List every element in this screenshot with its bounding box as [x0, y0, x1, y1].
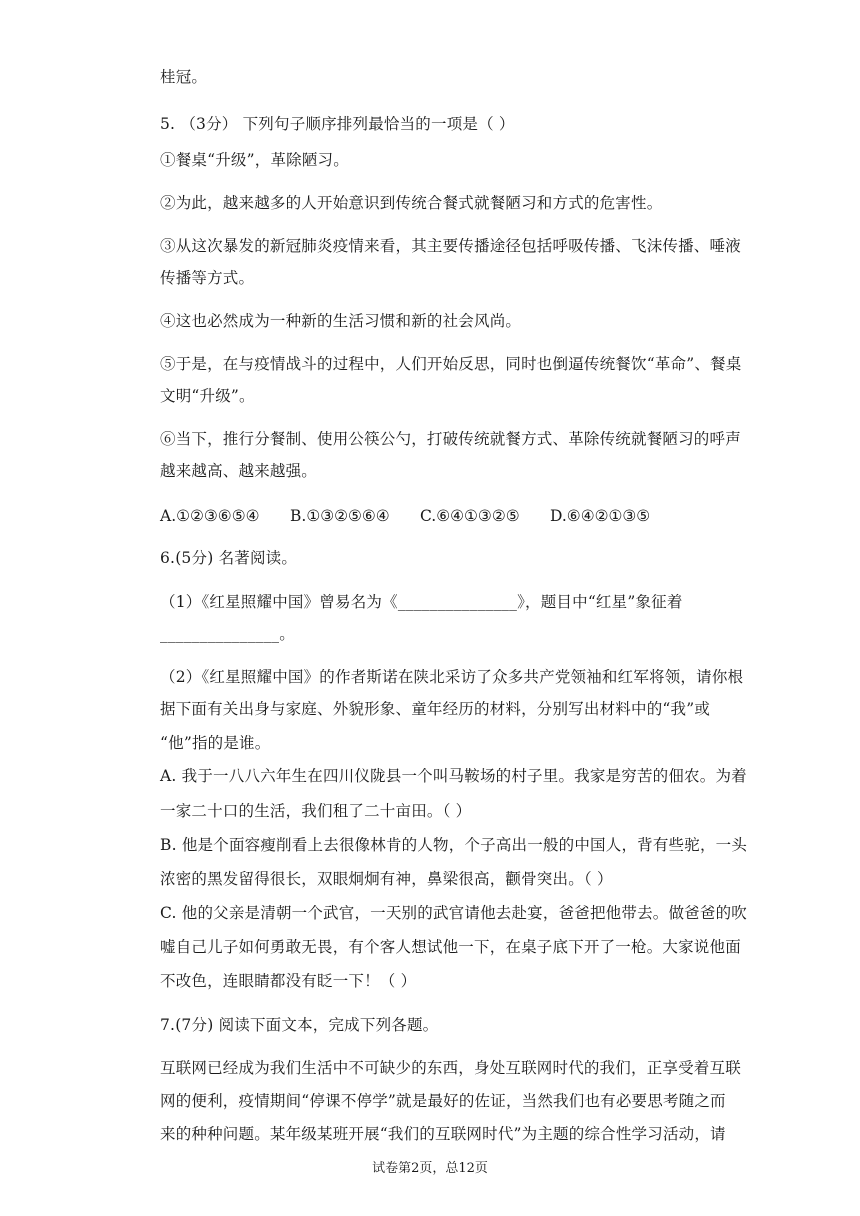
question-6-part2: （2）《红星照耀中国》的作者斯诺在陕北采访了众多共产党领袖和红军将领，请你根	[160, 668, 744, 686]
question-5-stem: 5. （3分） 下列句子顺序排列最恰当的一项是（ ）	[160, 115, 515, 133]
sentence-6-cont: 越来越高、越来越强。	[160, 462, 318, 480]
material-a-cont: 一家二十口的生活，我们租了二十亩田。（ ）	[160, 802, 472, 820]
sentence-4: ④这也必然成为一种新的生活习惯和新的社会风尚。	[160, 312, 522, 330]
question-7-stem: 7.(7分) 阅读下面文本，完成下列各题。	[160, 1016, 439, 1034]
passage-line: 来的种种问题。某年级某班开展“我们的互联网时代”为主题的综合性学习活动，请	[160, 1125, 726, 1143]
question-6-stem: 6.(5分) 名著阅读。	[160, 549, 298, 567]
sentence-1: ①餐桌“升级”，革除陋习。	[160, 151, 349, 169]
question-6-part2-cont: “他”指的是谁。	[160, 734, 271, 752]
material-c-cont: 不改色，连眼睛都没有眨一下！（ ）	[160, 972, 417, 990]
sentence-2: ②为此，越来越多的人开始意识到传统合餐式就餐陋习和方式的危害性。	[160, 194, 663, 212]
material-b-cont: 浓密的黑发留得很长，双眼炯炯有神，鼻梁很高，颧骨突出。（ ）	[160, 870, 613, 888]
text-line: 桂冠。	[160, 68, 208, 86]
option-c: C.⑥④①③②⑤	[420, 507, 520, 525]
question-6-part1: （1）《红星照耀中国》曾易名为《_______________》，题目中“红星”象征着	[160, 593, 683, 611]
option-d: D.⑥④②①③⑤	[550, 507, 651, 525]
material-c: C. 他的父亲是清朝一个武官，一天别的武官请他去赴宴，爸爸把他带去。做爸爸的吹	[160, 904, 747, 922]
option-b: B.①③②⑤⑥④	[290, 507, 390, 525]
page-footer: 试卷第2页，总12页	[372, 1161, 488, 1176]
material-b: B. 他是个面容瘦削看上去很像林肯的人物，个子高出一般的中国人，背有些驼，一头	[160, 836, 748, 854]
sentence-5: ⑤于是，在与疫情战斗的过程中，人们开始反思，同时也倒逼传统餐饮“革命”、餐桌	[160, 355, 742, 373]
passage-line: 互联网已经成为我们生活中不可缺少的东西，身处互联网时代的我们，正享受着互联	[160, 1059, 741, 1077]
option-a: A.①②③⑥⑤④	[160, 507, 260, 525]
passage-line: 网的便利，疫情期间“停课不停学”就是最好的佐证，当然我们也有必要思考随之而	[160, 1092, 726, 1110]
sentence-6: ⑥当下，推行分餐制、使用公筷公勺，打破传统就餐方式、革除传统就餐陋习的呼声	[160, 430, 741, 448]
sentence-5-cont: 文明“升级”。	[160, 387, 255, 405]
question-6-part1-blank: _______________。	[160, 625, 295, 643]
sentence-3-cont: 传播等方式。	[160, 269, 255, 287]
material-a: A. 我于一八八六年生在四川仪陇县一个叫马鞍场的村子里。我家是穷苦的佃农。为着	[160, 767, 747, 785]
sentence-3: ③从这次暴发的新冠肺炎疫情来看，其主要传播途径包括呼吸传播、飞沫传播、唾液	[160, 237, 741, 255]
question-6-part2-cont: 据下面有关出身与家庭、外貌形象、童年经历的材料，分别写出材料中的“我”或	[160, 700, 711, 718]
material-c-cont: 嘘自己儿子如何勇敢无畏，有个客人想试他一下，在桌子底下开了一枪。大家说他面	[160, 938, 741, 956]
